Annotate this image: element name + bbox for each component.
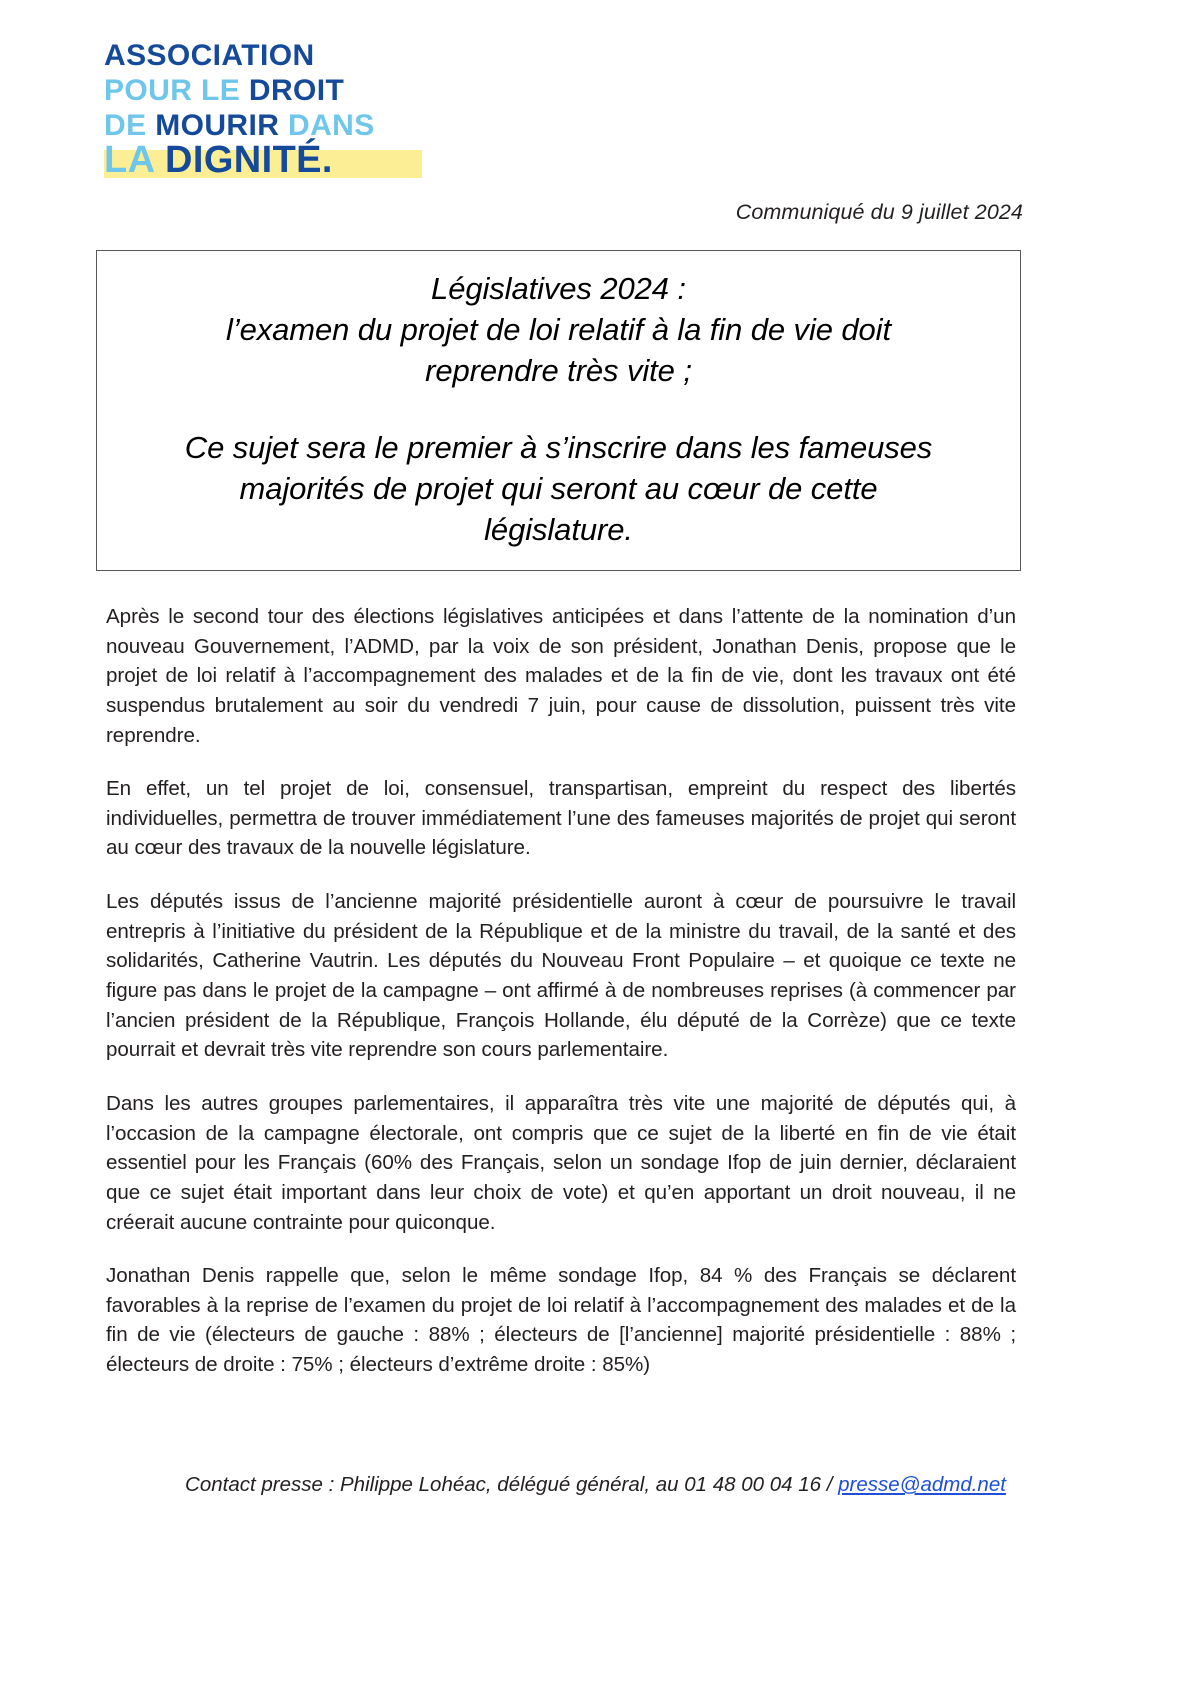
paragraph: Après le second tour des élections législatives anticipées et dans l’attente de la nomination d’un nouveau Gouvernement, l’ADMD, par la voix de son président, Jonathan Denis, propose que le projet de loi relatif à l’accompagnement des malades et de la fin de vie, dont les travaux ont été suspendus brutalement au soir du vendredi 7 juin, pour cause de dissolution, puissent très vite reprendre. [106,605,1016,747]
svg-text:DE MOURIR DANS: DE MOURIR DANS [104,109,375,142]
title-box [96,250,1021,571]
admd-logo [104,38,434,186]
svg-text:POUR LE DROIT: POUR LE DROIT [104,74,345,107]
paragraph: Dans les autres groupes parlementaires, il apparaîtra très vite une majorité de députés qui, à l’occasion de la campagne électorale, ont compris que ce sujet de la liberté en fin de vie était essentiel pour les Français (60% des Français, selon un sondage Ifop de juin dernier, déclaraient que ce sujet était important dans leur choix de vote) et qu’en apportant un droit nouveau, il ne créerait aucune contrainte pour quiconque. [106,1091,1016,1234]
svg-text:ASSOCIATION: ASSOCIATION [104,39,315,72]
title-line-2: l’examen du projet de loi relatif à la fin de vie doit [226,311,891,347]
paragraph: Les députés issus de l’ancienne majorité présidentielle auront à cœur de poursuivre le travail entrepris à l’initiative du président de la République et de la ministre du travail, de la santé et des solidarités, Catherine Vautrin. Les députés du Nouveau Front Populaire – et quoique ce texte ne figure pas dans le projet de la campagne – ont affirmé à de nombreuses reprises (à commencer par l’ancien président de la République, François Hollande, élu député de la Corrèze) que ce texte pourrait et devrait très vite reprendre son cours parlementaire. [106,890,1016,1062]
footer-contact [0,1473,1191,1497]
press-email-link[interactable]: presse@admd.net [838,1473,1006,1496]
title-line-1: Législatives 2024 : [431,271,686,306]
footer-text: Contact presse : Philippe Lohéac, délégué général, au 01 48 00 04 16 / [185,1473,839,1496]
title-line-6: législature. [484,511,633,547]
title-line-5: majorités de projet qui seront au cœur de cette [239,470,878,506]
svg-text:LA DIGNITÉ.: LA DIGNITÉ. [104,139,333,181]
paragraph: En effet, un tel projet de loi, consensuel, transpartisan, empreint du respect des libertés individuelles, permettra de trouver immédiatement l’une des fameuses majorités de projet qui seront au cœur des travaux de la nouvelle législature. [106,777,1016,860]
title-spacer [119,392,998,428]
title-line-3: reprendre très vite ; [425,352,692,388]
body-content [106,602,1016,1380]
communique-date: Communiqué du 9 juillet 2024 [735,200,1023,224]
title-line-4: Ce sujet sera le premier à s’inscrire dans les fameuses [184,429,933,465]
paragraph: Jonathan Denis rappelle que, selon le même sondage Ifop, 84 % des Français se déclarent favorables à la reprise de l’examen du projet de loi relatif à l’accompagnement des malades et de la fin de vie (électeurs de gauche : 88% ; électeurs de [l’ancienne] majorité présidentielle : 88% ; électeurs de droite : 75% ; électeurs d’extrême droite : 85%) [106,1264,1016,1377]
